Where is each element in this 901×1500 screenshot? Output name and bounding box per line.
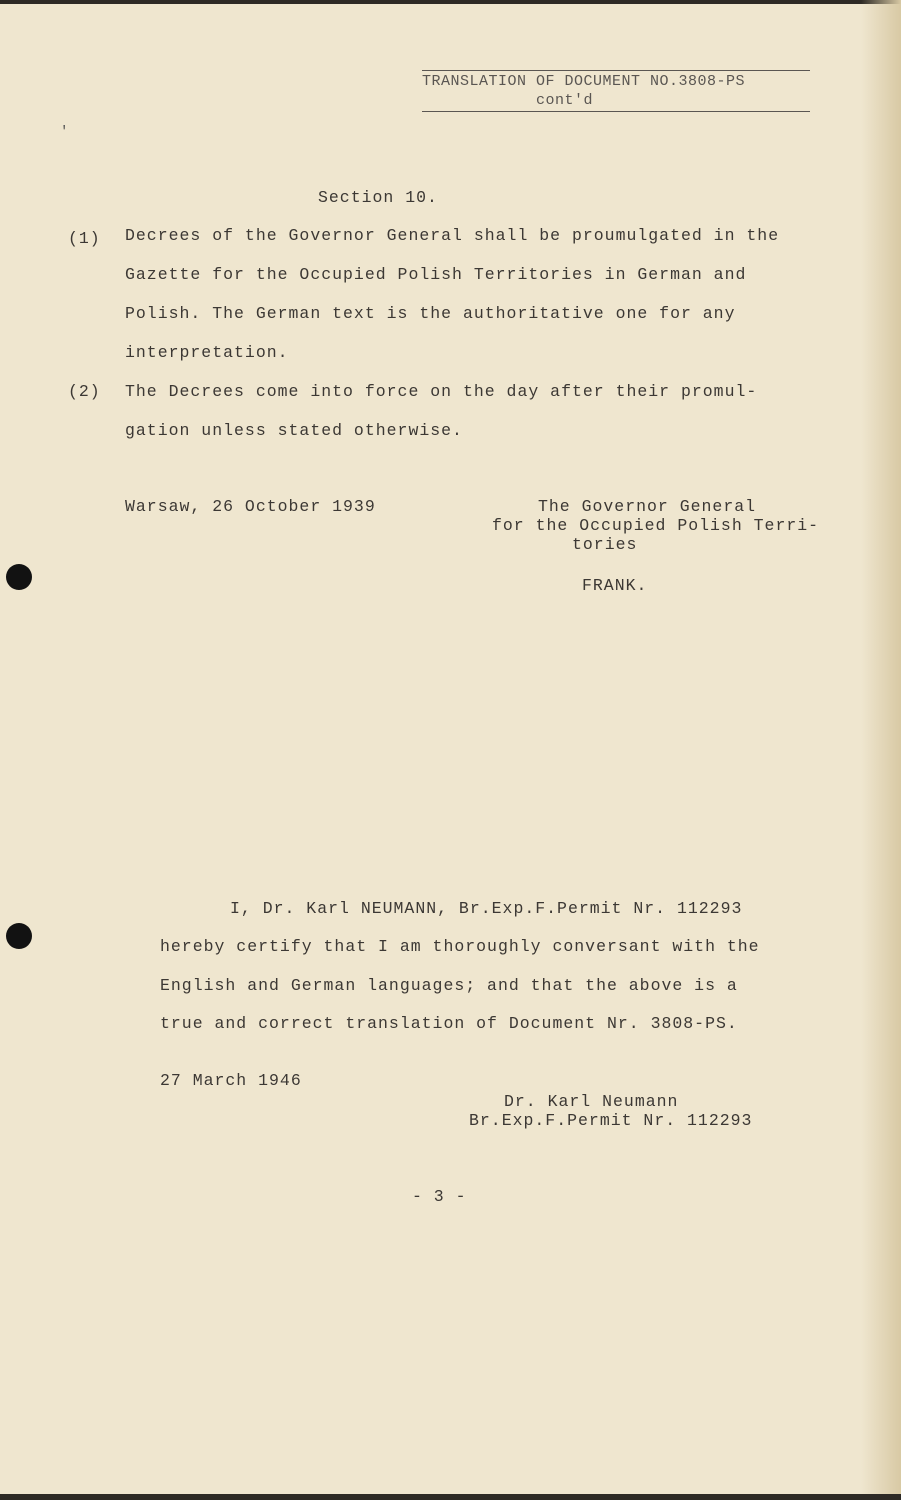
certification-line: hereby certify that I am thoroughly conversant with the (160, 937, 760, 956)
section-heading: Section 10. (318, 188, 438, 207)
paper-edge-shadow (861, 0, 901, 1500)
signatory-line: tories (572, 535, 638, 554)
certification-line: true and correct translation of Document Nr. 3808-PS. (160, 1014, 738, 1033)
signatory-line: for the Occupied Polish Terri- (492, 516, 820, 535)
punch-hole (6, 564, 32, 590)
header-bottom-rule (422, 111, 810, 112)
stray-pen-mark: ′ (60, 124, 69, 140)
certification-line: I, Dr. Karl NEUMANN, Br.Exp.F.Permit Nr. 112293 (230, 899, 743, 918)
punch-hole (6, 923, 32, 949)
paragraph-line: interpretation. (125, 343, 289, 362)
paragraph-line: Decrees of the Governor General shall be proumulgated in the (125, 226, 780, 245)
paragraph-number: (1) (68, 229, 101, 248)
document-header-contd: cont'd (536, 92, 594, 109)
scan-edge-bottom (0, 1494, 901, 1500)
scan-edge-top (0, 0, 901, 4)
paragraph-number: (2) (68, 382, 101, 401)
paragraph-line: The Decrees come into force on the day after their promul- (125, 382, 758, 401)
signatory-name: FRANK. (582, 576, 648, 595)
translator-signature: Dr. Karl Neumann (504, 1092, 679, 1111)
document-header-title: TRANSLATION OF DOCUMENT NO.3808-PS (422, 73, 746, 90)
certification-date: 27 March 1946 (160, 1071, 302, 1090)
paragraph-line: Gazette for the Occupied Polish Territories in German and (125, 265, 747, 284)
header-top-rule (422, 70, 810, 71)
paragraph-line: Polish. The German text is the authoritative one for any (125, 304, 736, 323)
place-and-date: Warsaw, 26 October 1939 (125, 497, 376, 516)
page-number: - 3 - (412, 1187, 467, 1206)
signatory-line: The Governor General (538, 497, 757, 516)
certification-line: English and German languages; and that the above is a (160, 976, 738, 995)
translator-permit: Br.Exp.F.Permit Nr. 112293 (469, 1111, 753, 1130)
paragraph-line: gation unless stated otherwise. (125, 421, 463, 440)
